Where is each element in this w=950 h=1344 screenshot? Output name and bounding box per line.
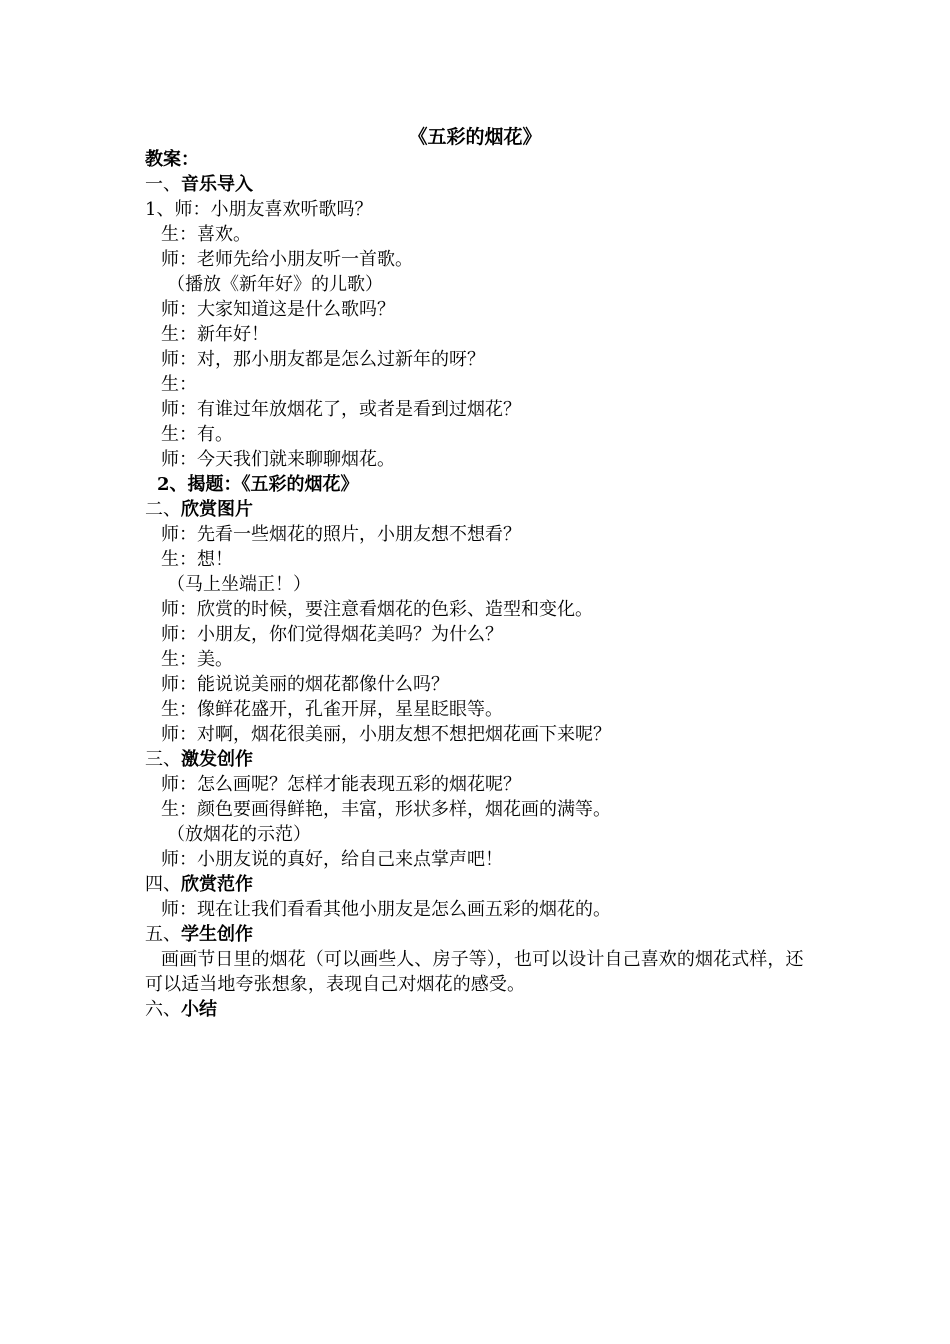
dialogue-line: 师：能说说美丽的烟花都像什么吗？ [161, 674, 449, 695]
section-title: 学生创作 [181, 924, 253, 945]
dialogue-line: 生：像鲜花盛开，孔雀开屏，星星眨眼等。 [161, 699, 503, 720]
dialogue-line: 师：对，那小朋友都是怎么过新年的呀？ [161, 349, 485, 370]
document-body [145, 147, 825, 1022]
dialogue-line: 生：有。 [161, 424, 233, 445]
dialogue-line: 生：美。 [161, 649, 233, 670]
section-number: 一、 [145, 174, 181, 195]
section-title: 欣赏图片 [181, 499, 253, 520]
section-number: 五、 [145, 924, 181, 945]
section-number: 二、 [145, 499, 181, 520]
section-title: 欣赏范作 [181, 874, 253, 895]
section-title: 激发创作 [181, 749, 253, 770]
dialogue-line: 生： [161, 374, 197, 395]
dialogue-line: 师：大家知道这是什么歌吗？ [161, 299, 395, 320]
dialogue-line: 师：今天我们就来聊聊烟花。 [161, 449, 395, 470]
section-heading-4 [145, 872, 825, 897]
section-heading-3 [145, 747, 825, 772]
dialogue-line: 师：现在让我们看看其他小朋友是怎么画五彩的烟花的。 [161, 899, 611, 920]
dialogue-line: 生：喜欢。 [161, 224, 251, 245]
dialogue-line: 师：小朋友，你们觉得烟花美吗？为什么？ [161, 624, 503, 645]
stage-direction: （马上坐端正！） [167, 574, 311, 595]
stage-direction: （放烟花的示范） [167, 824, 311, 845]
section-heading-2 [145, 497, 825, 522]
section-title: 音乐导入 [181, 174, 253, 195]
section-title: 小结 [181, 999, 217, 1020]
dialogue-line: 生：想！ [161, 549, 233, 570]
section-heading-1 [145, 172, 825, 197]
section-number: 四、 [145, 874, 181, 895]
section-number: 三、 [145, 749, 181, 770]
dialogue-line: 师：先看一些烟花的照片，小朋友想不想看？ [161, 524, 521, 545]
dialogue-line: 师：老师先给小朋友听一首歌。 [161, 249, 413, 270]
dialogue-line: 生：新年好！ [161, 324, 269, 345]
document-title: 《五彩的烟花》 [408, 126, 542, 148]
dialogue-line: 生：颜色要画得鲜艳，丰富，形状多样，烟花画的满等。 [161, 799, 611, 820]
dialogue-line: 师：怎么画呢？怎样才能表现五彩的烟花呢？ [161, 774, 521, 795]
dialogue-line: 师：欣赏的时候，要注意看烟花的色彩、造型和变化。 [161, 599, 593, 620]
dialogue-line: 师：有谁过年放烟花了，或者是看到过烟花？ [161, 399, 521, 420]
label-lesson-plan: 教案： [145, 149, 199, 170]
section-heading-5 [145, 922, 825, 947]
section-number: 六、 [145, 999, 181, 1020]
dialogue-line: 1、师：小朋友喜欢听歌吗？ [145, 199, 373, 220]
section-heading-6 [145, 997, 825, 1022]
stage-direction: （播放《新年好》的儿歌） [167, 274, 383, 295]
student-creation-paragraph: 画画节日里的烟花（可以画些人、房子等），也可以设计自己喜欢的烟花式样，还可以适当地夸张想象，表现自己对烟花的感受。 [145, 949, 804, 995]
reveal-topic-line: 2、揭题：《五彩的烟花》 [157, 474, 359, 495]
dialogue-line: 师：小朋友说的真好，给自己来点掌声吧！ [161, 849, 503, 870]
dialogue-line: 师：对啊，烟花很美丽，小朋友想不想把烟花画下来呢？ [161, 724, 611, 745]
